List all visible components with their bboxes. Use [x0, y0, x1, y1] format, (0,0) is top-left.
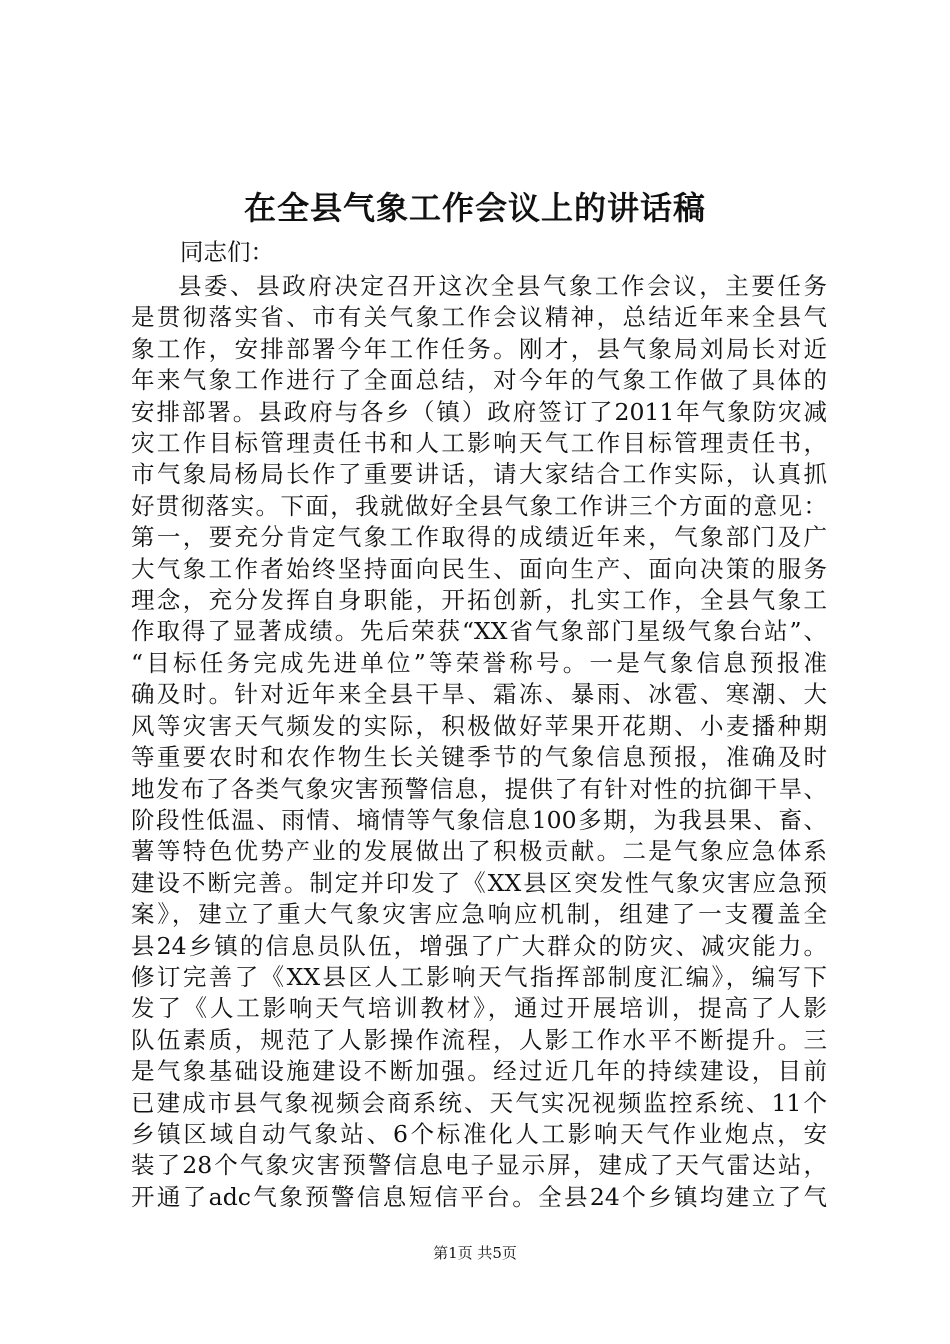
body-line: 县24乡镇的信息员队伍，增强了广大群众的防灾、减灾能力。: [131, 931, 827, 960]
body-line: 是贯彻落实省、市有关气象工作会议精神，总结近年来全县气: [131, 303, 827, 332]
body-line: 乡镇区域自动气象站、6个标准化人工影响天气作业炮点，安: [131, 1119, 827, 1148]
document-title: 在全县气象工作会议上的讲话稿: [243, 189, 706, 227]
body-line: 安排部署。县政府与各乡（镇）政府签订了2011年气象防灾减: [131, 397, 827, 426]
body-line: 确及时。针对近年来全县干旱、霜冻、暴雨、冰雹、寒潮、大: [131, 680, 827, 709]
page-footer: 第1页 共5页: [433, 1244, 517, 1262]
body-line: 第一，要充分肯定气象工作取得的成绩近年来，气象部门及广: [131, 523, 827, 552]
body-line: “目标任务完成先进单位”等荣誉称号。一是气象信息预报准: [131, 648, 827, 677]
body-line: 装了28个气象灾害预警信息电子显示屏，建成了天气雷达站，: [131, 1151, 827, 1180]
body-line: 薯等特色优势产业的发展做出了积极贡献。二是气象应急体系: [131, 837, 827, 866]
body-line: 发了《人工影响天气培训教材》，通过开展培训，提高了人影: [131, 994, 827, 1023]
body-line: 好贯彻落实。下面，我就做好全县气象工作讲三个方面的意见：: [131, 491, 827, 520]
body-line: 灾工作目标管理责任书和人工影响天气工作目标管理责任书，: [131, 429, 827, 458]
body-line: 建设不断完善。制定并印发了《XX县区突发性气象灾害应急预: [131, 868, 827, 897]
body-line: 市气象局杨局长作了重要讲话，请大家结合工作实际，认真抓: [131, 460, 827, 489]
body-line: 开通了adc气象预警信息短信平台。全县24个乡镇均建立了气: [131, 1182, 827, 1211]
body-line: 阶段性低温、雨情、墒情等气象信息100多期，为我县果、畜、: [131, 805, 827, 834]
body-line: 大气象工作者始终坚持面向民生、面向生产、面向决策的服务: [131, 554, 827, 583]
body-line: 等重要农时和农作物生长关键季节的气象信息预报，准确及时: [131, 743, 827, 772]
body-line: 风等灾害天气频发的实际，积极做好苹果开花期、小麦播种期: [131, 711, 827, 740]
body-line: 是气象基础设施建设不断加强。经过近几年的持续建设，目前: [131, 1057, 827, 1086]
salutation: 同志们：: [180, 238, 274, 266]
body-line: 队伍素质，规范了人影操作流程，人影工作水平不断提升。三: [131, 1025, 827, 1054]
body-line: 作取得了显著成绩。先后荣获“XX省气象部门星级气象台站”、: [131, 617, 827, 646]
body-line: 理念，充分发挥自身职能，开拓创新，扎实工作，全县气象工: [131, 586, 827, 615]
body-line: 县委、县政府决定召开这次全县气象工作会议，主要任务: [178, 272, 827, 300]
body-line: 年来气象工作进行了全面总结，对今年的气象工作做了具体的: [131, 366, 827, 395]
body-line: 修订完善了《XX县区人工影响天气指挥部制度汇编》，编写下: [131, 962, 827, 991]
body-text: [131, 271, 831, 1213]
body-line: 象工作，安排部署今年工作任务。刚才，县气象局刘局长对近: [131, 334, 827, 363]
body-line: 案》，建立了重大气象灾害应急响应机制，组建了一支覆盖全: [131, 900, 827, 929]
body-line: 地发布了各类气象灾害预警信息，提供了有针对性的抗御干旱、: [131, 774, 827, 803]
body-line: 已建成市县气象视频会商系统、天气实况视频监控系统、11个: [131, 1088, 827, 1117]
